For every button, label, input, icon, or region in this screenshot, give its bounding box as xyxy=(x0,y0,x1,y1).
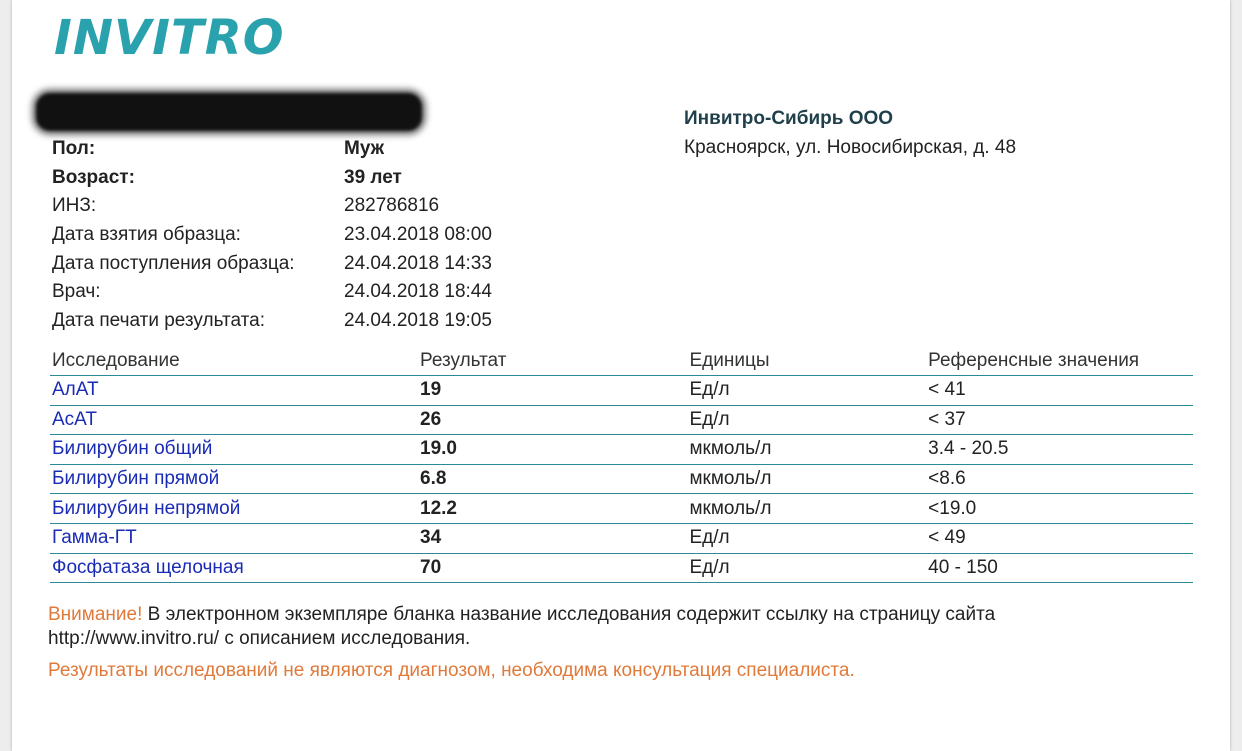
reference-value: 40 - 150 xyxy=(926,553,1193,583)
test-link[interactable]: Фосфатаза щелочная xyxy=(50,553,418,583)
units-value: Ед/л xyxy=(687,405,926,435)
table-row xyxy=(50,405,1193,435)
lab-name: Инвитро-Сибирь ООО xyxy=(684,108,894,129)
units-value: мкмоль/л xyxy=(687,435,926,465)
info-row-inz xyxy=(52,192,492,221)
reference-value: <8.6 xyxy=(926,464,1193,494)
table-row xyxy=(50,494,1193,524)
info-row-sample-date xyxy=(52,221,492,250)
reference-value: < 37 xyxy=(926,405,1193,435)
test-link[interactable]: АлАТ xyxy=(50,376,418,406)
column-header-test: Исследование xyxy=(50,347,418,376)
info-label: ИНЗ: xyxy=(52,195,97,217)
result-sheet xyxy=(12,0,1230,751)
units-value: Ед/л xyxy=(687,553,926,583)
info-label: Дата поступления образца: xyxy=(52,252,295,274)
info-label: Дата взятия образца: xyxy=(52,224,241,246)
info-value: Муж xyxy=(344,138,385,160)
notice-warning-label: Внимание! xyxy=(48,604,143,625)
notice-body: В электронном экземпляре бланка название исследования содержит ссылку на страницу сайта xyxy=(142,604,996,625)
patient-info xyxy=(52,135,492,335)
invitro-site-link[interactable]: http://www.invitro.ru/ xyxy=(48,628,220,649)
info-value: 282786816 xyxy=(344,195,440,217)
invitro-logo: INVITRO xyxy=(54,10,285,66)
test-link[interactable]: Билирубин общий xyxy=(50,435,418,465)
table-row xyxy=(50,435,1193,465)
notice-text xyxy=(48,603,1168,651)
info-label: Дата печати результата: xyxy=(52,309,265,331)
column-header-units: Единицы xyxy=(687,347,926,376)
units-value: мкмоль/л xyxy=(687,494,926,524)
reference-value: <19.0 xyxy=(926,494,1193,524)
table-row xyxy=(50,553,1193,583)
results-table xyxy=(50,347,1193,583)
info-value: 23.04.2018 08:00 xyxy=(344,224,492,246)
lab-address: Красноярск, ул. Новосибирская, д. 48 xyxy=(684,137,1017,158)
column-header-reference: Референсные значения xyxy=(926,347,1193,376)
reference-value: 3.4 - 20.5 xyxy=(926,435,1193,465)
reference-value: < 41 xyxy=(926,376,1193,406)
result-value: 6.8 xyxy=(418,464,687,494)
result-value: 70 xyxy=(418,553,687,583)
disclaimer-text: Результаты исследований не являются диагнозом, необходима консультация специалиста. xyxy=(48,660,855,681)
reference-value: < 49 xyxy=(926,523,1193,553)
info-value: 24.04.2018 18:44 xyxy=(344,281,492,303)
info-label: Пол: xyxy=(52,138,96,160)
test-link[interactable]: АсАТ xyxy=(50,405,418,435)
info-row-sex xyxy=(52,135,492,164)
table-row xyxy=(50,464,1193,494)
result-value: 26 xyxy=(418,405,687,435)
info-row-received-date xyxy=(52,249,492,278)
info-row-age xyxy=(52,164,492,193)
result-value: 34 xyxy=(418,523,687,553)
info-row-print-date xyxy=(52,307,492,336)
units-value: Ед/л xyxy=(687,523,926,553)
info-value: 39 лет xyxy=(344,166,402,188)
redaction-mark xyxy=(36,93,422,131)
test-link[interactable]: Гамма-ГТ xyxy=(50,523,418,553)
units-value: мкмоль/л xyxy=(687,464,926,494)
info-value: 24.04.2018 14:33 xyxy=(344,252,492,274)
notice-suffix: с описанием исследования. xyxy=(219,628,471,649)
info-label: Возраст: xyxy=(52,166,135,188)
info-row-doctor xyxy=(52,278,492,307)
column-header-result: Результат xyxy=(418,347,687,376)
table-row xyxy=(50,523,1193,553)
table-header-row xyxy=(50,347,1193,376)
info-value: 24.04.2018 19:05 xyxy=(344,309,492,331)
units-value: Ед/л xyxy=(687,376,926,406)
info-label: Врач: xyxy=(52,281,101,303)
result-value: 19 xyxy=(418,376,687,406)
test-link[interactable]: Билирубин непрямой xyxy=(50,494,418,524)
result-value: 12.2 xyxy=(418,494,687,524)
table-row xyxy=(50,376,1193,406)
result-value: 19.0 xyxy=(418,435,687,465)
test-link[interactable]: Билирубин прямой xyxy=(50,464,418,494)
